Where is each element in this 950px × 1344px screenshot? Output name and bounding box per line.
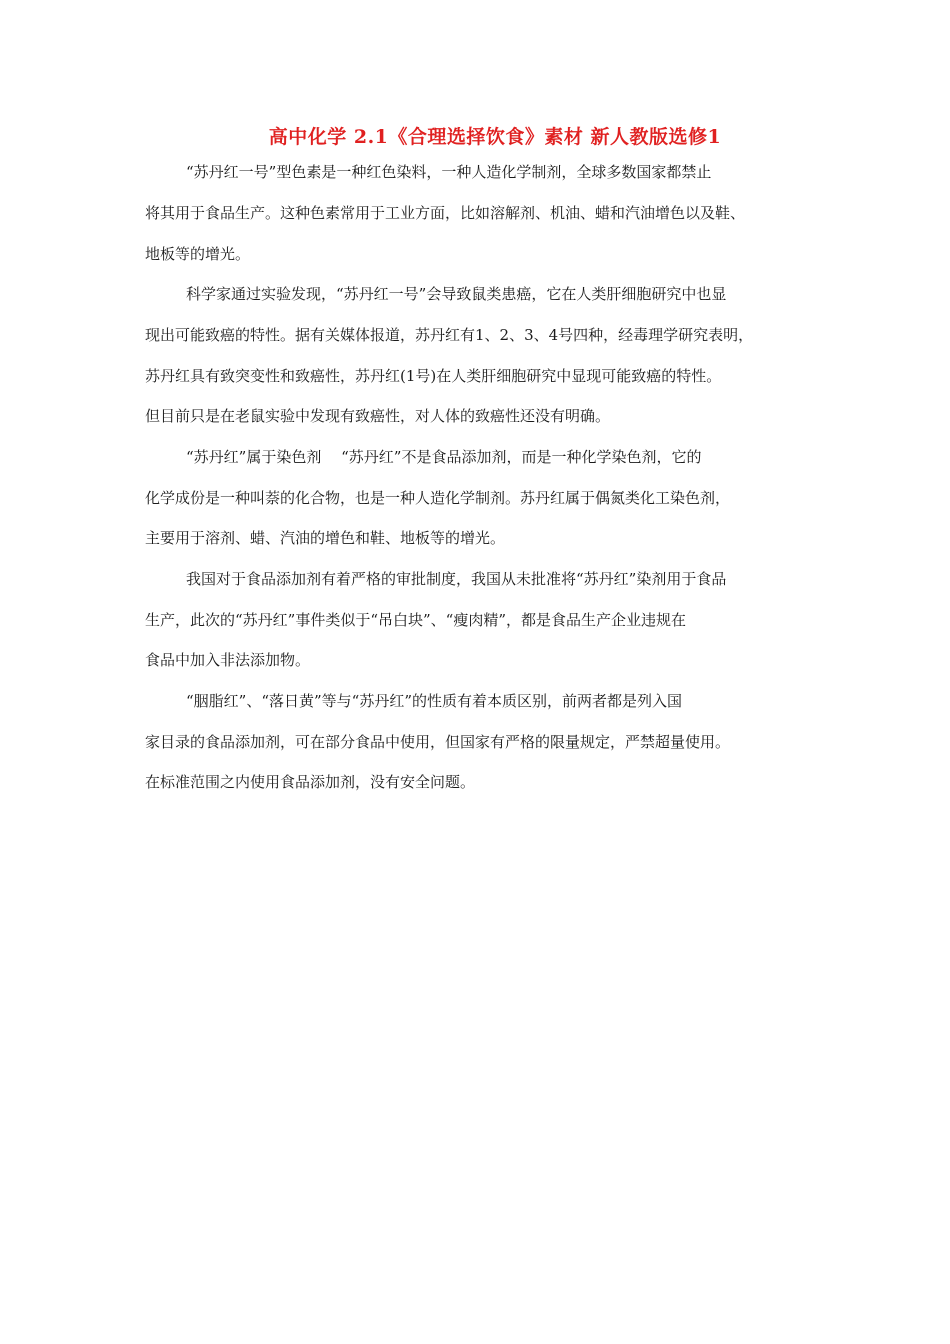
document-title: 高中化学 2.1《合理选择饮食》素材 新人教版选修1 xyxy=(268,126,722,148)
paragraph-2-line-2: 现出可能致癌的特性。据有关媒体报道，苏丹红有1、2、3、4号四种，经毒理学研究表明， xyxy=(145,326,754,344)
paragraph-3-line-1: “苏丹红”属于染色剂 “苏丹红”不是食品添加剂，而是一种化学染色剂，它的 xyxy=(186,448,702,466)
paragraph-5-line-1: “胭脂红”、“落日黄”等与“苏丹红”的性质有着本质区别，前两者都是列入国 xyxy=(186,692,683,710)
paragraph-1-line-1: “苏丹红一号”型色素是一种红色染料，一种人造化学制剂，全球多数国家都禁止 xyxy=(186,163,712,181)
paragraph-5-line-2: 家目录的食品添加剂，可在部分食品中使用，但国家有严格的限量规定，严禁超量使用。 xyxy=(145,733,731,751)
paragraph-4-line-1: 我国对于食品添加剂有着严格的审批制度，我国从未批准将“苏丹红”染剂用于食品 xyxy=(186,570,727,588)
paragraph-4-line-2: 生产，此次的“苏丹红”事件类似于“吊白块”、“瘦肉精”，都是食品生产企业违规在 xyxy=(145,611,687,629)
paragraph-4-line-3: 食品中加入非法添加物。 xyxy=(145,651,311,669)
paragraph-2-line-3: 苏丹红具有致突变性和致癌性，苏丹红(1号)在人类肝细胞研究中显现可能致癌的特性。 xyxy=(145,367,722,385)
paragraph-1-line-3: 地板等的增光。 xyxy=(145,245,251,263)
paragraph-2-line-1: 科学家通过实验发现，“苏丹红一号”会导致鼠类患癌，它在人类肝细胞研究中也显 xyxy=(186,285,727,303)
paragraph-3-line-2: 化学成份是一种叫萘的化合物，也是一种人造化学制剂。苏丹红属于偶氮类化工染色剂， xyxy=(145,489,731,507)
paragraph-1-line-2: 将其用于食品生产。这种色素常用于工业方面，比如溶解剂、机油、蜡和汽油增色以及鞋、 xyxy=(145,204,746,222)
paragraph-3-line-3: 主要用于溶剂、蜡、汽油的增色和鞋、地板等的增光。 xyxy=(145,529,506,547)
paragraph-5-line-3: 在标准范围之内使用食品添加剂，没有安全问题。 xyxy=(145,773,476,791)
paragraph-2-line-4: 但目前只是在老鼠实验中发现有致癌性，对人体的致癌性还没有明确。 xyxy=(145,407,611,425)
